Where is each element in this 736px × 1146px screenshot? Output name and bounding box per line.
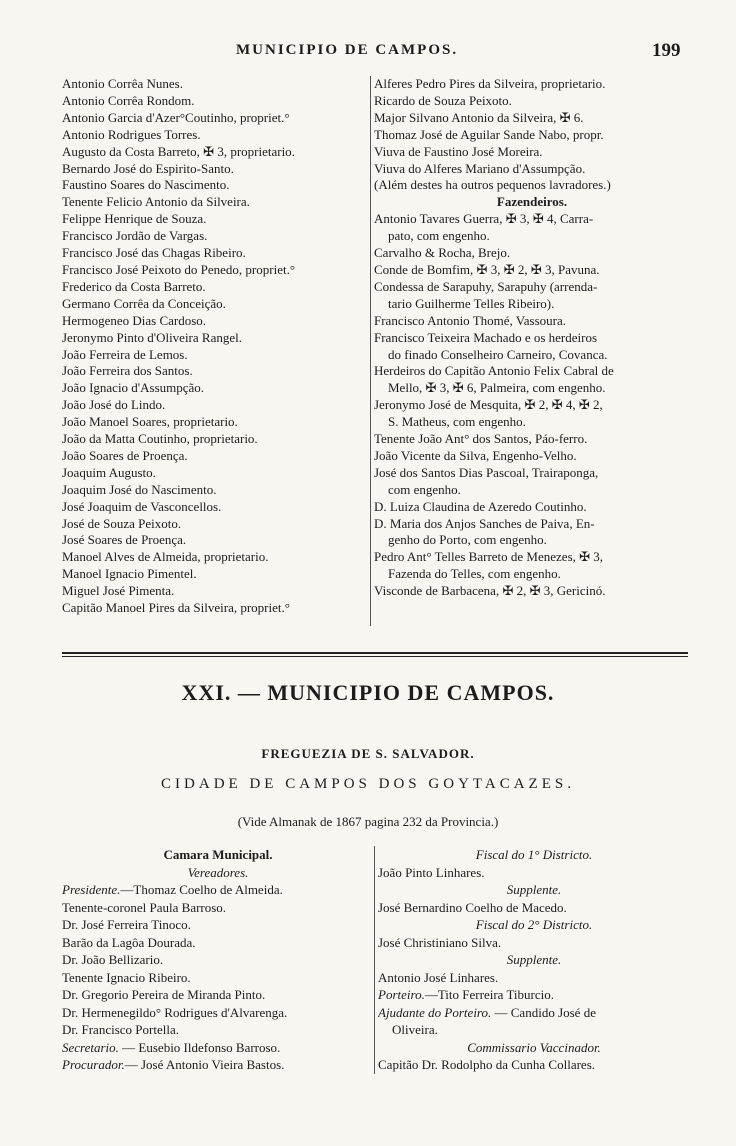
page-number: 199 — [652, 40, 681, 61]
list-entry: João da Matta Coutinho, proprietario. — [62, 431, 258, 447]
list-entry: Joaquim José do Nascimento. — [62, 481, 217, 497]
list-entry: Hermogeneo Dias Cardoso. — [62, 312, 207, 328]
list-entry: Germano Corrêa da Conceição. — [62, 295, 226, 311]
fazendeiro-entry: Herdeiros do Capitão Antonio Felix Cabral de — [374, 363, 614, 379]
list-entry: Ricardo de Souza Peixoto. — [374, 92, 512, 108]
porteiro-line — [378, 986, 690, 1004]
porteiro-name: —Tito Ferreira Tiburcio. — [424, 987, 554, 1002]
list-entry: Augusto da Costa Barreto, ✠ 3, proprietario. — [62, 143, 295, 159]
vereadores-heading: Vereadores. — [187, 864, 249, 880]
supplente1-name: José Bernardino Coelho de Macedo. — [378, 899, 567, 915]
supplente1-heading: Supplente. — [506, 882, 562, 897]
vereador-entry: Dr. Gregorio Pereira de Miranda Pinto. — [62, 987, 266, 1002]
column-divider-2 — [374, 846, 375, 1074]
list-entry: Joaquim Augusto. — [62, 464, 156, 480]
supplente2-heading: Supplente. — [506, 952, 562, 967]
list-entry: Tenente Felicio Antonio da Silveira. — [62, 194, 250, 210]
list-entry: João José do Lindo. — [62, 397, 166, 413]
fazendeiro-entry: pato, com engenho. — [388, 228, 490, 244]
section-rule-thin — [62, 656, 688, 657]
presidente-name: —Thomaz Coelho de Almeida. — [120, 882, 283, 897]
list-entry: Faustino Soares do Nascimento. — [62, 177, 230, 193]
commissario-name: Capitão Dr. Rodolpho da Cunha Collares. — [378, 1057, 596, 1072]
vereador-entry: Dr. João Bellizario. — [62, 952, 164, 967]
fiscal1-heading: Fiscal do 1° Districto. — [475, 847, 593, 862]
list-entry: Capitão Manoel Pires da Silveira, propriet.° — [62, 600, 290, 616]
vereador-entry: Tenente Ignacio Ribeiro. — [62, 969, 191, 985]
vereadores-list — [62, 899, 374, 1039]
secretario-name: — Eusebio Ildefonso Barroso. — [118, 1039, 281, 1055]
list-entry: Antonio Garcia d'Azer°Coutinho, propriet.° — [62, 109, 290, 125]
vereador-entry: Tenente-coronel Paula Barroso. — [62, 899, 227, 915]
lavradores-left-column — [62, 76, 370, 617]
camara-heading: Camara Municipal. — [163, 847, 273, 862]
list-entry: Felippe Henrique de Souza. — [62, 211, 207, 227]
procurador-line — [62, 1056, 374, 1074]
column-divider — [370, 76, 371, 626]
fazendeiro-entry: genho do Porto, com engenho. — [388, 532, 547, 548]
list-entry: Manoel Alves de Almeida, proprietario. — [62, 549, 269, 565]
fazendeiro-entry: Visconde de Barbacena, ✠ 2, ✠ 3, Gericinó. — [374, 583, 606, 599]
procurador-label: Procurador. — [62, 1057, 125, 1072]
vide-note: (Vide Almanak de 1867 pagina 232 da Provincia.) — [237, 814, 499, 829]
procurador-name: — José Antonio Vieira Bastos. — [124, 1057, 285, 1072]
list-entry: Antonio Corrêa Nunes. — [62, 76, 183, 91]
list-entry: (Além destes ha outros pequenos lavradores.) — [374, 177, 611, 193]
fazendeiro-entry: Tenente João Ant° dos Santos, Páo-ferro. — [374, 431, 588, 447]
ajudante-name-cont: Oliveira. — [392, 1022, 438, 1037]
vereador-entry: Dr. Francisco Portella. — [62, 1022, 179, 1037]
page-header — [0, 38, 736, 66]
camara-columns — [62, 846, 690, 1076]
list-entry: José de Souza Peixoto. — [62, 515, 182, 531]
fazendeiro-entry: Mello, ✠ 3, ✠ 6, Palmeira, com engenho. — [388, 380, 606, 396]
list-entry: Antonio Corrêa Rondom. — [62, 92, 195, 108]
fazendeiro-entry: D. Luiza Claudina de Azeredo Coutinho. — [374, 498, 587, 514]
fazendeiro-entry: Conde de Bomfim, ✠ 3, ✠ 2, ✠ 3, Pavuna. — [374, 261, 600, 277]
fazendeiro-entry: com engenho. — [388, 481, 461, 497]
fazendeiros-heading: Fazendeiros. — [496, 194, 568, 210]
list-entry: Antonio Rodrigues Torres. — [62, 126, 201, 142]
fazendeiro-entry: tario Guilherme Telles Ribeiro). — [388, 295, 555, 311]
list-entry: Frederico da Costa Barreto. — [62, 278, 206, 294]
fiscais-column — [378, 846, 690, 1074]
section-rule-thick — [62, 652, 688, 654]
lavradores-right-column — [374, 76, 690, 600]
list-entry: José Joaquim de Vasconcellos. — [62, 498, 222, 514]
list-entry: Bernardo José do Espirito-Santo. — [62, 160, 234, 176]
vereador-entry: Dr. Hermenegildo° Rodrigues d'Alvarenga. — [62, 1004, 288, 1020]
fazendeiro-entry: Fazenda do Telles, com engenho. — [388, 566, 561, 582]
porteiro-label: Porteiro. — [378, 987, 425, 1002]
fazendeiro-entry: do finado Conselheiro Carneiro, Covanca. — [388, 346, 608, 362]
fazendeiro-entry: Carvalho & Rocha, Brejo. — [374, 245, 511, 261]
list-entry: Viuva de Faustino José Moreira. — [374, 143, 543, 159]
running-title: MUNICIPIO DE CAMPOS. — [236, 42, 459, 58]
list-entry: Francisco José das Chagas Ribeiro. — [62, 245, 246, 261]
list-entry: Thomaz José de Aguilar Sande Nabo, propr. — [374, 126, 604, 142]
list-entry: Miguel José Pimenta. — [62, 583, 175, 599]
list-entry: João Soares de Proença. — [62, 447, 188, 463]
fazendeiro-entry: José dos Santos Dias Pascoal, Trairaponga, — [374, 464, 599, 480]
ajudante-line — [378, 1004, 690, 1022]
fiscal1-name: João Pinto Linhares. — [378, 864, 485, 880]
vereador-entry: Dr. José Ferreira Tinoco. — [62, 917, 191, 932]
list-entry: Francisco José Peixoto do Penedo, propriet.° — [62, 261, 296, 277]
list-entry: João Ignacio d'Assumpção. — [62, 380, 205, 396]
fazendeiro-entry: Francisco Teixeira Machado e os herdeiros — [374, 329, 598, 345]
list-entry: Major Silvano Antonio da Silveira, ✠ 6. — [374, 109, 584, 125]
list-entry: Viuva do Alferes Mariano d'Assumpção. — [374, 160, 586, 176]
list-entry: João Ferreira de Lemos. — [62, 346, 188, 362]
fazendeiro-entry: Pedro Ant° Telles Barreto de Menezes, ✠ 3, — [374, 549, 604, 565]
ajudante-label: Ajudante do Porteiro. — [378, 1004, 492, 1020]
presidente-label: Presidente. — [62, 882, 121, 897]
section-title: XXI. — MUNICIPIO DE CAMPOS. — [181, 680, 555, 705]
fazendeiro-entry: Francisco Antonio Thomé, Vassoura. — [374, 312, 566, 328]
fiscal2-heading: Fiscal do 2° Districto. — [475, 917, 593, 932]
camara-municipal-column — [62, 846, 374, 1074]
secretario-line — [62, 1039, 374, 1057]
list-entry: Francisco Jordão de Vargas. — [62, 228, 208, 244]
top-columns — [62, 76, 690, 628]
cidade-heading: CIDADE DE CAMPOS DOS GOYTACAZES. — [161, 776, 575, 792]
supplente2-name: Antonio José Linhares. — [378, 969, 499, 985]
lavradores-continued — [374, 76, 690, 194]
list-entry: Manoel Ignacio Pimentel. — [62, 566, 197, 582]
fazendeiro-entry: Jeronymo José de Mesquita, ✠ 2, ✠ 4, ✠ 2, — [374, 397, 603, 413]
list-entry: José Soares de Proença. — [62, 532, 187, 548]
fazendeiro-entry: Condessa de Sarapuhy, Sarapuhy (arrenda- — [374, 278, 598, 294]
freguezia-heading: FREGUEZIA DE S. SALVADOR. — [261, 746, 475, 761]
fazendeiro-entry: D. Maria dos Anjos Sanches de Paiva, En- — [374, 515, 595, 531]
fazendeiros-list — [374, 211, 690, 600]
list-entry: Jeronymo Pinto d'Oliveira Rangel. — [62, 329, 242, 345]
fazendeiro-entry: S. Matheus, com engenho. — [388, 414, 526, 430]
presidente-line — [62, 881, 374, 899]
secretario-label: Secretario. — [62, 1039, 119, 1055]
list-entry: Alferes Pedro Pires da Silveira, proprietario. — [374, 76, 606, 91]
list-entry: João Ferreira dos Santos. — [62, 363, 193, 379]
ajudante-name: — Candido José de — [491, 1004, 596, 1020]
commissario-heading: Commissario Vaccinador. — [467, 1039, 601, 1055]
fazendeiro-entry: João Vicente da Silva, Engenho-Velho. — [374, 447, 577, 463]
list-entry: João Manoel Soares, proprietario. — [62, 414, 238, 430]
fiscal2-name: José Christiniano Silva. — [378, 934, 502, 950]
fazendeiro-entry: Antonio Tavares Guerra, ✠ 3, ✠ 4, Carra- — [374, 211, 594, 227]
vereador-entry: Barão da Lagôa Dourada. — [62, 934, 196, 950]
